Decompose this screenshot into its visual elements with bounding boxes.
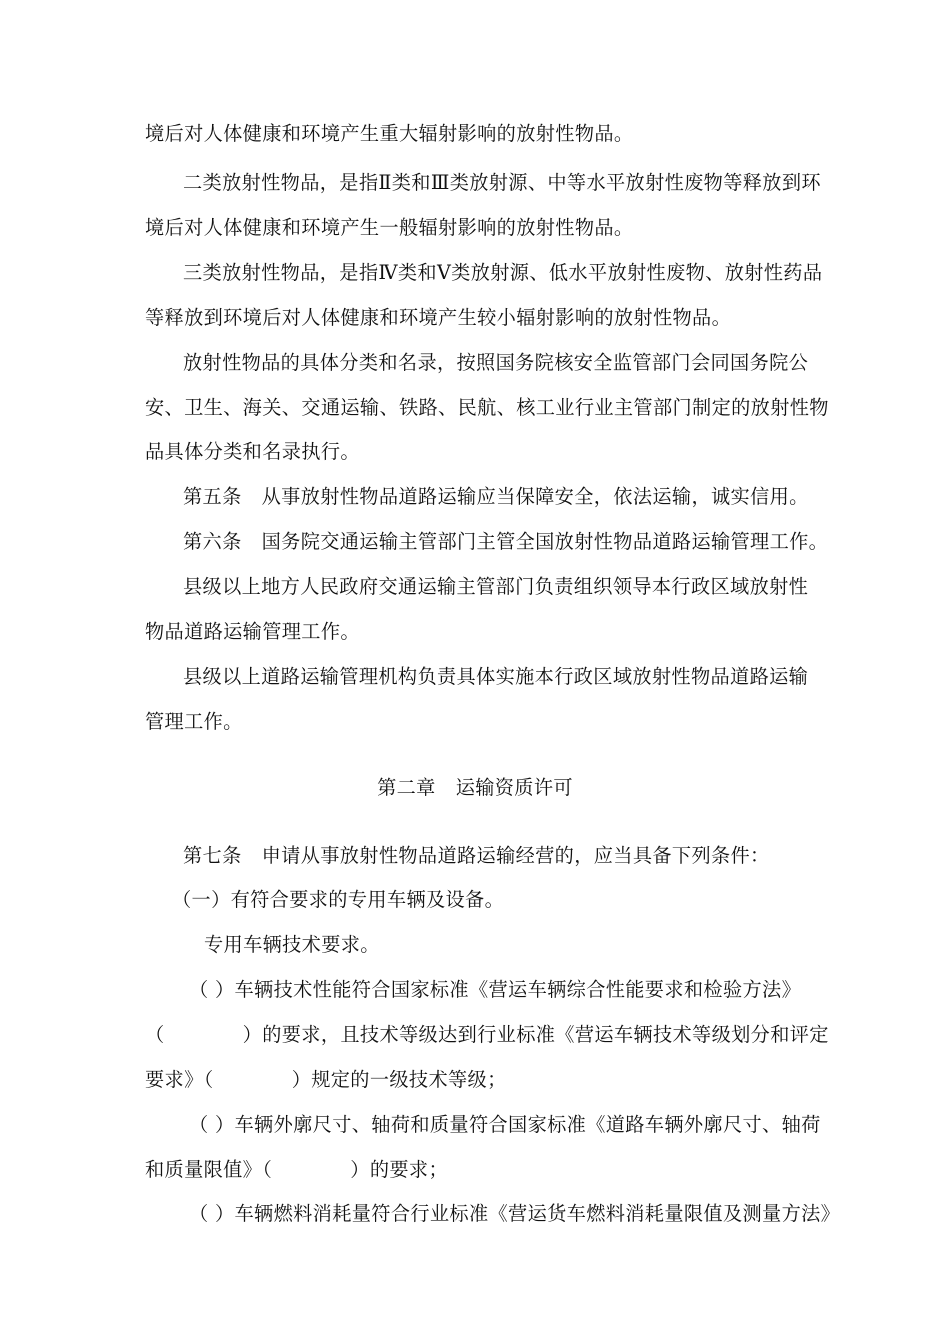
paragraph-line: 境后对人体健康和环境产生一般辐射影响的放射性物品。 [145,216,634,239]
article-text: 从事放射性物品道路运输应当保障安全，依法运输，诚实信用。 [261,485,809,508]
paragraph-line: 和质量限值》（ ）的要求； [145,1158,448,1181]
article-6 [183,530,828,554]
chapter-title: 运输资质许可 [455,776,573,799]
article-label: 第六条 [183,530,242,553]
paragraph-line: 要求》（ ）规定的一级技术等级； [145,1068,507,1091]
paragraph-line: 境后对人体健康和环境产生重大辐射影响的放射性物品。 [145,122,634,145]
article-7 [183,844,770,868]
article-5 [183,485,809,509]
paragraph-line: （ ）车辆技术性能符合国家标准《营运车辆综合性能要求和检验方法》 [189,978,802,1001]
article-label: 第七条 [183,844,242,867]
chapter-label: 第二章 [377,776,436,799]
paragraph-line: （ ）车辆外廓尺寸、轴荷和质量符合国家标准《道路车辆外廓尺寸、轴荷 [189,1113,821,1136]
paragraph-line: 品具体分类和名录执行。 [145,440,360,463]
paragraph-line: 管理工作。 [145,710,243,733]
article-text: 国务院交通运输主管部门主管全国放射性物品道路运输管理工作。 [261,530,829,553]
paragraph-line: 专用车辆技术要求。 [204,933,380,956]
paragraph-line: 安、卫生、海关、交通运输、铁路、民航、核工业行业主管部门制定的放射性物 [145,396,829,419]
paragraph-line: 县级以上地方人民政府交通运输主管部门负责组织领导本行政区域放射性 [183,575,809,598]
chapter-heading [0,776,950,800]
paragraph-line: 放射性物品的具体分类和名录，按照国务院核安全监管部门会同国务院公 [183,351,809,374]
list-item: （一）有符合要求的专用车辆及设备。 [172,888,505,911]
article-text: 申请从事放射性物品道路运输经营的，应当具备下列条件： [261,844,770,867]
paragraph-line: （ ）车辆燃料消耗量符合行业标准《营运货车燃料消耗量限值及测量方法》 [189,1202,841,1225]
paragraph-line: 二类放射性物品，是指Ⅱ类和Ⅲ类放射源、中等水平放射性废物等释放到环 [183,171,821,194]
paragraph-line: 县级以上道路运输管理机构负责具体实施本行政区域放射性物品道路运输 [183,665,809,688]
paragraph-line: （ ）的要求，且技术等级达到行业标准《营运车辆技术等级划分和评定 [145,1023,829,1046]
paragraph-line: 三类放射性物品，是指Ⅳ类和Ⅴ类放射源、低水平放射性废物、放射性药品 [183,261,823,284]
paragraph-line: 物品道路运输管理工作。 [145,620,360,643]
paragraph-line: 等释放到环境后对人体健康和环境产生较小辐射影响的放射性物品。 [145,306,732,329]
article-label: 第五条 [183,485,242,508]
